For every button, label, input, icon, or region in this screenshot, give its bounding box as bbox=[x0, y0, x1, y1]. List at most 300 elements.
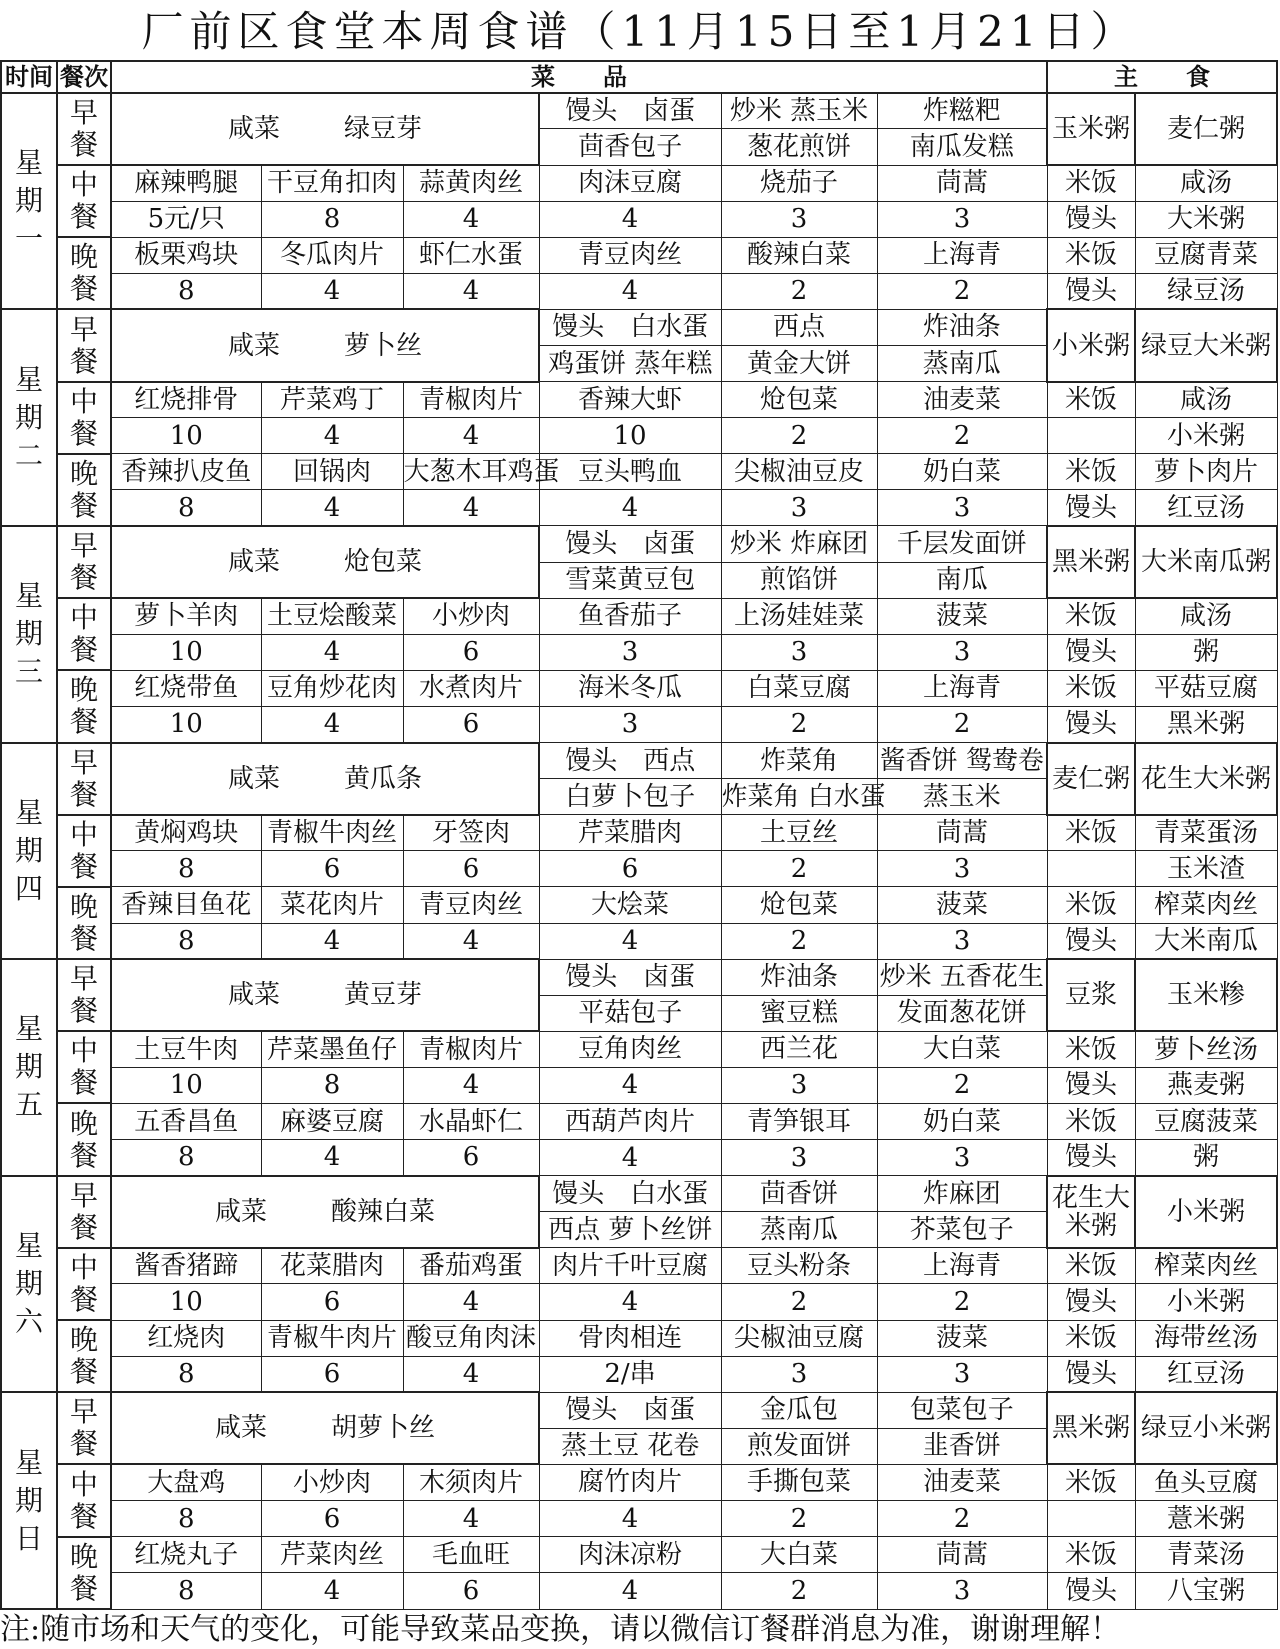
lunch-staple: 咸汤 bbox=[1135, 382, 1277, 418]
lunch-dish: 油麦菜 bbox=[877, 382, 1047, 418]
breakfast-pickle-side bbox=[111, 526, 539, 598]
lunch-dish: 芹菜墨鱼仔 bbox=[261, 1031, 403, 1067]
dinner-price: 3 bbox=[721, 1140, 877, 1176]
day-label: 星 期 六 bbox=[1, 1176, 57, 1393]
lunch-price: 6 bbox=[261, 851, 403, 887]
header-staples: 主 食 bbox=[1047, 61, 1277, 93]
dinner-dish: 红烧肉 bbox=[111, 1320, 261, 1356]
lunch-staple: 粥 bbox=[1135, 634, 1277, 670]
dinner-price: 3 bbox=[877, 1140, 1047, 1176]
breakfast-pickle: 咸菜 bbox=[227, 547, 280, 578]
meal-label-lunch: 中 餐 bbox=[57, 598, 111, 670]
lunch-price: 4 bbox=[539, 1501, 721, 1537]
breakfast-row bbox=[1, 1176, 1277, 1212]
lunch-staple bbox=[1047, 851, 1135, 887]
dinner-dish-row bbox=[1, 454, 1277, 490]
lunch-price: 2 bbox=[721, 1501, 877, 1537]
breakfast-item: 炸糍粑 bbox=[877, 93, 1047, 129]
dinner-price: 4 bbox=[403, 273, 539, 309]
lunch-dish: 豆角肉丝 bbox=[539, 1031, 721, 1067]
breakfast-item: 包菜包子 bbox=[877, 1392, 1047, 1428]
dinner-price: 2 bbox=[721, 706, 877, 742]
dinner-dish: 尖椒油豆腐 bbox=[721, 1320, 877, 1356]
dinner-price-row bbox=[1, 490, 1277, 526]
dinner-dish: 虾仁水蛋 bbox=[403, 237, 539, 273]
breakfast-item: 茴香包子 bbox=[539, 129, 721, 165]
dinner-dish: 麻婆豆腐 bbox=[261, 1103, 403, 1139]
meal-label-lunch: 中 餐 bbox=[57, 165, 111, 237]
lunch-dish: 牙签肉 bbox=[403, 815, 539, 851]
dinner-dish: 炝包菜 bbox=[721, 887, 877, 923]
lunch-price: 2 bbox=[721, 1284, 877, 1320]
meal-label-lunch: 中 餐 bbox=[57, 1248, 111, 1320]
lunch-price: 4 bbox=[261, 634, 403, 670]
header-meal: 餐次 bbox=[57, 61, 111, 93]
lunch-staple: 青菜蛋汤 bbox=[1135, 815, 1277, 851]
dinner-dish: 尖椒油豆皮 bbox=[721, 454, 877, 490]
breakfast-item: 炸菜角 bbox=[721, 743, 877, 779]
meal-label-lunch: 中 餐 bbox=[57, 382, 111, 454]
meal-label-breakfast: 早 餐 bbox=[57, 309, 111, 381]
dinner-price: 3 bbox=[877, 1356, 1047, 1392]
dinner-dish: 红烧带鱼 bbox=[111, 670, 261, 706]
breakfast-pickle-side bbox=[111, 309, 539, 381]
dinner-staple: 绿豆汤 bbox=[1135, 273, 1277, 309]
breakfast-pickle-side bbox=[111, 1392, 539, 1464]
dinner-staple: 米饭 bbox=[1047, 1537, 1135, 1573]
breakfast-porridge: 豆浆 bbox=[1047, 959, 1135, 1031]
dinner-price-row bbox=[1, 923, 1277, 959]
lunch-price: 3 bbox=[877, 201, 1047, 237]
dinner-dish: 香辣目鱼花 bbox=[111, 887, 261, 923]
footer-note: 注:随市场和天气的变化，可能导致菜品变换，请以微信订餐群消息为准，谢谢理解！ bbox=[0, 1612, 1121, 1647]
lunch-price: 6 bbox=[261, 1284, 403, 1320]
lunch-dish: 青椒肉片 bbox=[403, 1031, 539, 1067]
dinner-price: 6 bbox=[403, 1140, 539, 1176]
breakfast-side: 炝包菜 bbox=[344, 547, 423, 578]
breakfast-porridge: 绿豆大米粥 bbox=[1135, 309, 1277, 381]
dinner-price: 8 bbox=[111, 1140, 261, 1176]
dinner-price: 4 bbox=[261, 1573, 403, 1609]
dinner-staple: 青菜汤 bbox=[1135, 1537, 1277, 1573]
lunch-price: 4 bbox=[539, 1284, 721, 1320]
breakfast-pickle: 咸菜 bbox=[227, 113, 280, 144]
meal-label-breakfast: 早 餐 bbox=[57, 93, 111, 165]
breakfast-item: 煎发面饼 bbox=[721, 1428, 877, 1464]
lunch-dish: 鱼香茄子 bbox=[539, 598, 721, 634]
dinner-dish-row bbox=[1, 1103, 1277, 1139]
lunch-price: 10 bbox=[539, 418, 721, 454]
lunch-staple: 米饭 bbox=[1047, 598, 1135, 634]
dinner-staple: 红豆汤 bbox=[1135, 1356, 1277, 1392]
breakfast-item: 韭香饼 bbox=[877, 1428, 1047, 1464]
breakfast-pickle-side bbox=[111, 959, 539, 1031]
dinner-dish: 回锅肉 bbox=[261, 454, 403, 490]
dinner-dish-row bbox=[1, 887, 1277, 923]
breakfast-item: 馒头 卤蛋 bbox=[539, 93, 721, 129]
dinner-dish: 青笋银耳 bbox=[721, 1103, 877, 1139]
dinner-dish: 菠菜 bbox=[877, 887, 1047, 923]
dinner-staple: 大米南瓜 bbox=[1135, 923, 1277, 959]
breakfast-item: 茴香饼 bbox=[721, 1176, 877, 1212]
breakfast-side: 胡萝卜丝 bbox=[331, 1413, 436, 1444]
lunch-staple: 咸汤 bbox=[1135, 165, 1277, 201]
day-label: 星 期 四 bbox=[1, 743, 57, 960]
lunch-staple: 馒头 bbox=[1047, 634, 1135, 670]
dinner-dish: 板栗鸡块 bbox=[111, 237, 261, 273]
lunch-dish: 青椒肉片 bbox=[403, 382, 539, 418]
lunch-price: 8 bbox=[111, 851, 261, 887]
dinner-price: 3 bbox=[877, 923, 1047, 959]
lunch-dish: 菠菜 bbox=[877, 598, 1047, 634]
header-row bbox=[1, 61, 1277, 93]
breakfast-pickle: 咸菜 bbox=[227, 980, 280, 1011]
dinner-price: 8 bbox=[111, 1573, 261, 1609]
lunch-price: 2 bbox=[877, 1067, 1047, 1103]
breakfast-side: 绿豆芽 bbox=[344, 113, 423, 144]
breakfast-item: 炸麻团 bbox=[877, 1176, 1047, 1212]
lunch-dish: 豆头粉条 bbox=[721, 1248, 877, 1284]
lunch-dish: 茼蒿 bbox=[877, 815, 1047, 851]
lunch-price: 2 bbox=[877, 418, 1047, 454]
dinner-price: 4 bbox=[539, 490, 721, 526]
breakfast-row bbox=[1, 309, 1277, 345]
dinner-staple: 馒头 bbox=[1047, 273, 1135, 309]
dinner-price: 4 bbox=[261, 273, 403, 309]
breakfast-item: 炸油条 bbox=[721, 959, 877, 995]
dinner-dish: 冬瓜肉片 bbox=[261, 237, 403, 273]
dinner-staple: 榨菜肉丝 bbox=[1135, 887, 1277, 923]
dinner-dish: 奶白菜 bbox=[877, 454, 1047, 490]
dinner-price: 4 bbox=[261, 490, 403, 526]
dinner-dish: 奶白菜 bbox=[877, 1103, 1047, 1139]
breakfast-side: 黄瓜条 bbox=[344, 763, 423, 794]
meal-label-dinner: 晚 餐 bbox=[57, 670, 111, 742]
lunch-price: 3 bbox=[721, 1067, 877, 1103]
dinner-price: 4 bbox=[261, 706, 403, 742]
dinner-price-row bbox=[1, 1140, 1277, 1176]
lunch-dish: 红烧排骨 bbox=[111, 382, 261, 418]
dinner-staple: 馒头 bbox=[1047, 1573, 1135, 1609]
dinner-dish: 大白菜 bbox=[721, 1537, 877, 1573]
meal-label-breakfast: 早 餐 bbox=[57, 959, 111, 1031]
lunch-dish-row bbox=[1, 1248, 1277, 1284]
meal-label-dinner: 晚 餐 bbox=[57, 1320, 111, 1392]
meal-label-lunch: 中 餐 bbox=[57, 1464, 111, 1536]
dinner-price: 2 bbox=[877, 273, 1047, 309]
dinner-price-row bbox=[1, 1573, 1277, 1609]
dinner-dish: 西葫芦肉片 bbox=[539, 1103, 721, 1139]
breakfast-item: 馒头 白水蛋 bbox=[539, 309, 721, 345]
lunch-dish: 茼蒿 bbox=[877, 165, 1047, 201]
day-label: 星 期 日 bbox=[1, 1392, 57, 1609]
breakfast-item: 西点 萝卜丝饼 bbox=[539, 1212, 721, 1248]
lunch-price: 10 bbox=[111, 418, 261, 454]
dinner-price: 3 bbox=[721, 490, 877, 526]
breakfast-item: 蜜豆糕 bbox=[721, 995, 877, 1031]
lunch-price: 2 bbox=[877, 1284, 1047, 1320]
lunch-staple: 大米粥 bbox=[1135, 201, 1277, 237]
lunch-dish: 大盘鸡 bbox=[111, 1464, 261, 1500]
dinner-staple: 红豆汤 bbox=[1135, 490, 1277, 526]
lunch-price-row bbox=[1, 1501, 1277, 1537]
lunch-price: 3 bbox=[877, 851, 1047, 887]
header-time: 时间 bbox=[1, 61, 57, 93]
dinner-dish: 水晶虾仁 bbox=[403, 1103, 539, 1139]
dinner-dish: 青豆肉丝 bbox=[539, 237, 721, 273]
dinner-price: 4 bbox=[261, 1140, 403, 1176]
lunch-staple: 米饭 bbox=[1047, 1031, 1135, 1067]
breakfast-item: 蒸土豆 花卷 bbox=[539, 1428, 721, 1464]
dinner-price: 4 bbox=[539, 273, 721, 309]
meal-label-dinner: 晚 餐 bbox=[57, 454, 111, 526]
dinner-dish: 海米冬瓜 bbox=[539, 670, 721, 706]
lunch-staple: 馒头 bbox=[1047, 1067, 1135, 1103]
page-title: 厂前区食堂本周食谱（11月15日至1月21日） bbox=[141, 7, 1139, 56]
breakfast-porridge: 麦仁粥 bbox=[1047, 743, 1135, 815]
meal-label-dinner: 晚 餐 bbox=[57, 1537, 111, 1609]
lunch-price-row bbox=[1, 201, 1277, 237]
breakfast-item: 千层发面饼 bbox=[877, 526, 1047, 562]
lunch-dish: 炝包菜 bbox=[721, 382, 877, 418]
lunch-price: 3 bbox=[721, 634, 877, 670]
day-label: 星 期 五 bbox=[1, 959, 57, 1176]
lunch-dish-row bbox=[1, 165, 1277, 201]
weekly-menu-table bbox=[0, 60, 1278, 1610]
dinner-staple: 粥 bbox=[1135, 1140, 1277, 1176]
breakfast-item: 西点 bbox=[721, 309, 877, 345]
lunch-price: 4 bbox=[261, 418, 403, 454]
lunch-dish: 黄焖鸡块 bbox=[111, 815, 261, 851]
dinner-price: 2 bbox=[721, 923, 877, 959]
dinner-price: 8 bbox=[111, 490, 261, 526]
dinner-price: 6 bbox=[261, 1356, 403, 1392]
dinner-price: 3 bbox=[877, 490, 1047, 526]
dinner-staple: 海带丝汤 bbox=[1135, 1320, 1277, 1356]
lunch-dish-row bbox=[1, 382, 1277, 418]
breakfast-item: 金瓜包 bbox=[721, 1392, 877, 1428]
dinner-staple: 米饭 bbox=[1047, 1320, 1135, 1356]
dinner-dish: 豆头鸭血 bbox=[539, 454, 721, 490]
breakfast-item: 发面葱花饼 bbox=[877, 995, 1047, 1031]
breakfast-item: 炒米 炸麻团 bbox=[721, 526, 877, 562]
breakfast-porridge: 大米南瓜粥 bbox=[1135, 526, 1277, 598]
meal-label-lunch: 中 餐 bbox=[57, 815, 111, 887]
breakfast-item: 黄金大饼 bbox=[721, 346, 877, 382]
breakfast-pickle: 咸菜 bbox=[227, 330, 280, 361]
lunch-staple bbox=[1047, 418, 1135, 454]
lunch-staple: 米饭 bbox=[1047, 1248, 1135, 1284]
breakfast-row bbox=[1, 959, 1277, 995]
dinner-price: 8 bbox=[111, 1356, 261, 1392]
breakfast-item: 平菇包子 bbox=[539, 995, 721, 1031]
lunch-dish: 花菜腊肉 bbox=[261, 1248, 403, 1284]
dinner-price: 4 bbox=[261, 923, 403, 959]
dinner-dish: 香辣扒皮鱼 bbox=[111, 454, 261, 490]
lunch-staple: 米饭 bbox=[1047, 1464, 1135, 1500]
dinner-price: 8 bbox=[111, 273, 261, 309]
breakfast-porridge: 麦仁粥 bbox=[1135, 93, 1277, 165]
breakfast-side: 萝卜丝 bbox=[344, 330, 423, 361]
dinner-dish: 菜花肉片 bbox=[261, 887, 403, 923]
lunch-price-row bbox=[1, 851, 1277, 887]
lunch-dish: 手撕包菜 bbox=[721, 1464, 877, 1500]
breakfast-porridge: 花生大米粥 bbox=[1047, 1176, 1135, 1248]
breakfast-item: 炸菜角 白水蛋 bbox=[721, 779, 877, 815]
lunch-staple: 咸汤 bbox=[1135, 598, 1277, 634]
dinner-dish-row bbox=[1, 1320, 1277, 1356]
breakfast-item: 南瓜发糕 bbox=[877, 129, 1047, 165]
dinner-price: 2 bbox=[877, 706, 1047, 742]
dinner-dish-row bbox=[1, 237, 1277, 273]
lunch-staple: 燕麦粥 bbox=[1135, 1067, 1277, 1103]
lunch-staple: 萝卜丝汤 bbox=[1135, 1031, 1277, 1067]
meal-label-breakfast: 早 餐 bbox=[57, 1176, 111, 1248]
dinner-dish: 芹菜肉丝 bbox=[261, 1537, 403, 1573]
lunch-dish: 上海青 bbox=[877, 1248, 1047, 1284]
dinner-staple: 米饭 bbox=[1047, 1103, 1135, 1139]
dinner-price-row bbox=[1, 706, 1277, 742]
breakfast-item: 馒头 西点 bbox=[539, 743, 721, 779]
lunch-dish: 麻辣鸭腿 bbox=[111, 165, 261, 201]
breakfast-item: 馒头 卤蛋 bbox=[539, 1392, 721, 1428]
lunch-price: 8 bbox=[261, 201, 403, 237]
lunch-dish: 香辣大虾 bbox=[539, 382, 721, 418]
lunch-price: 4 bbox=[403, 1501, 539, 1537]
breakfast-porridge: 花生大米粥 bbox=[1135, 743, 1277, 815]
breakfast-porridge: 玉米糁 bbox=[1135, 959, 1277, 1031]
breakfast-item: 馒头 白水蛋 bbox=[539, 1176, 721, 1212]
dinner-dish-row bbox=[1, 1537, 1277, 1573]
lunch-price-row bbox=[1, 1284, 1277, 1320]
lunch-staple: 米饭 bbox=[1047, 382, 1135, 418]
breakfast-pickle-side bbox=[111, 743, 539, 815]
lunch-staple: 小米粥 bbox=[1135, 418, 1277, 454]
lunch-dish: 干豆角扣肉 bbox=[261, 165, 403, 201]
breakfast-porridge: 小米粥 bbox=[1135, 1176, 1277, 1248]
dinner-staple: 米饭 bbox=[1047, 454, 1135, 490]
breakfast-pickle-side bbox=[111, 93, 539, 165]
dinner-staple: 八宝粥 bbox=[1135, 1573, 1277, 1609]
dinner-price: 10 bbox=[111, 706, 261, 742]
lunch-price: 6 bbox=[261, 1501, 403, 1537]
dinner-staple: 馒头 bbox=[1047, 1140, 1135, 1176]
lunch-price: 4 bbox=[403, 418, 539, 454]
lunch-dish: 土豆烩酸菜 bbox=[261, 598, 403, 634]
dinner-price: 6 bbox=[403, 1573, 539, 1609]
day-label: 星 期 一 bbox=[1, 93, 57, 310]
dinner-dish-row bbox=[1, 670, 1277, 706]
breakfast-pickle: 咸菜 bbox=[214, 1196, 267, 1227]
dinner-price: 3 bbox=[877, 1573, 1047, 1609]
meal-label-dinner: 晚 餐 bbox=[57, 1103, 111, 1175]
lunch-dish: 肉片千叶豆腐 bbox=[539, 1248, 721, 1284]
lunch-price: 10 bbox=[111, 1284, 261, 1320]
breakfast-pickle: 咸菜 bbox=[214, 1413, 267, 1444]
lunch-price: 6 bbox=[403, 634, 539, 670]
lunch-dish-row bbox=[1, 815, 1277, 851]
dinner-dish: 毛血旺 bbox=[403, 1537, 539, 1573]
meal-label-lunch: 中 餐 bbox=[57, 1031, 111, 1103]
lunch-dish-row bbox=[1, 598, 1277, 634]
dinner-price: 4 bbox=[403, 490, 539, 526]
day-label: 星 期 三 bbox=[1, 526, 57, 743]
breakfast-porridge: 黑米粥 bbox=[1047, 1392, 1135, 1464]
lunch-dish: 土豆牛肉 bbox=[111, 1031, 261, 1067]
breakfast-pickle-side bbox=[111, 1176, 539, 1248]
dinner-dish: 酸豆角肉沫 bbox=[403, 1320, 539, 1356]
dinner-dish: 上海青 bbox=[877, 237, 1047, 273]
breakfast-item: 葱花煎饼 bbox=[721, 129, 877, 165]
lunch-price: 6 bbox=[539, 851, 721, 887]
breakfast-item: 白萝卜包子 bbox=[539, 779, 721, 815]
dinner-price: 2 bbox=[721, 273, 877, 309]
dinner-staple: 馒头 bbox=[1047, 706, 1135, 742]
lunch-price: 4 bbox=[539, 1067, 721, 1103]
dinner-price: 3 bbox=[721, 1356, 877, 1392]
lunch-dish: 芹菜鸡丁 bbox=[261, 382, 403, 418]
dinner-dish: 骨肉相连 bbox=[539, 1320, 721, 1356]
lunch-dish: 西兰花 bbox=[721, 1031, 877, 1067]
dinner-dish: 红烧丸子 bbox=[111, 1537, 261, 1573]
meal-label-dinner: 晚 餐 bbox=[57, 237, 111, 309]
lunch-staple: 榨菜肉丝 bbox=[1135, 1248, 1277, 1284]
dinner-staple: 豆腐青菜 bbox=[1135, 237, 1277, 273]
breakfast-row bbox=[1, 93, 1277, 129]
breakfast-item: 蒸玉米 bbox=[877, 779, 1047, 815]
lunch-price-row bbox=[1, 418, 1277, 454]
lunch-price: 4 bbox=[403, 1284, 539, 1320]
dinner-staple: 米饭 bbox=[1047, 237, 1135, 273]
breakfast-item: 馒头 卤蛋 bbox=[539, 526, 721, 562]
lunch-dish: 酱香猪蹄 bbox=[111, 1248, 261, 1284]
lunch-staple: 米饭 bbox=[1047, 815, 1135, 851]
breakfast-item: 炸油条 bbox=[877, 309, 1047, 345]
lunch-staple: 鱼头豆腐 bbox=[1135, 1464, 1277, 1500]
lunch-dish-row bbox=[1, 1031, 1277, 1067]
breakfast-side: 酸辣白菜 bbox=[331, 1196, 436, 1227]
dinner-dish: 青豆肉丝 bbox=[403, 887, 539, 923]
dinner-staple: 黑米粥 bbox=[1135, 706, 1277, 742]
lunch-dish: 肉沫豆腐 bbox=[539, 165, 721, 201]
lunch-staple: 小米粥 bbox=[1135, 1284, 1277, 1320]
dinner-price: 4 bbox=[539, 1140, 721, 1176]
lunch-price: 8 bbox=[261, 1067, 403, 1103]
lunch-dish-row bbox=[1, 1464, 1277, 1500]
lunch-dish: 油麦菜 bbox=[877, 1464, 1047, 1500]
lunch-dish: 青椒牛肉丝 bbox=[261, 815, 403, 851]
lunch-price: 2 bbox=[721, 418, 877, 454]
breakfast-item: 芥菜包子 bbox=[877, 1212, 1047, 1248]
lunch-staple: 馒头 bbox=[1047, 201, 1135, 237]
breakfast-pickle: 咸菜 bbox=[227, 763, 280, 794]
dinner-price: 4 bbox=[403, 1356, 539, 1392]
breakfast-porridge: 黑米粥 bbox=[1047, 526, 1135, 598]
lunch-dish: 土豆丝 bbox=[721, 815, 877, 851]
day-label: 星 期 二 bbox=[1, 309, 57, 526]
breakfast-row bbox=[1, 1392, 1277, 1428]
dinner-dish: 青椒牛肉片 bbox=[261, 1320, 403, 1356]
breakfast-porridge: 玉米粥 bbox=[1047, 93, 1135, 165]
dinner-price-row bbox=[1, 273, 1277, 309]
lunch-price: 6 bbox=[403, 851, 539, 887]
meal-label-breakfast: 早 餐 bbox=[57, 1392, 111, 1464]
dinner-price: 3 bbox=[539, 706, 721, 742]
lunch-dish: 烧茄子 bbox=[721, 165, 877, 201]
lunch-staple: 馒头 bbox=[1047, 1284, 1135, 1320]
breakfast-item: 蒸南瓜 bbox=[877, 346, 1047, 382]
dinner-price: 6 bbox=[403, 706, 539, 742]
